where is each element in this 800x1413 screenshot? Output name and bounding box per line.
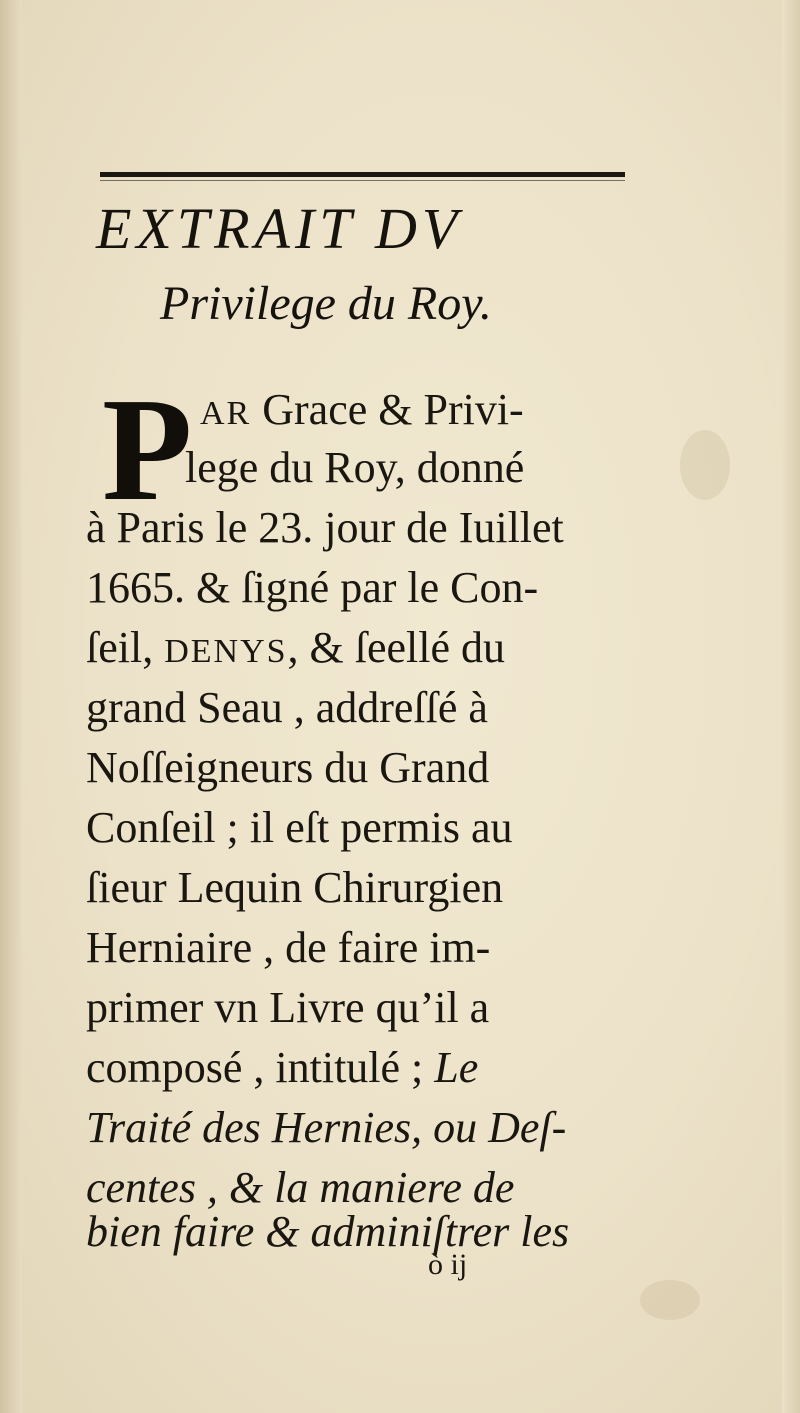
text-line-11: primer vn Livre qu’il a [86,983,490,1032]
text-line-15: bien faire & adminiſtrer les [86,1207,570,1256]
text-line-8: Conſeil ; il eſt permis au [86,803,513,852]
small-caps-word: AR [200,395,252,432]
italic-span: Le [434,1043,479,1092]
signature-mark: ò ij [428,1248,468,1281]
drop-cap: P [102,368,193,532]
text-line-7: Noſſeigneurs du Grand [86,743,490,792]
page-subtitle: Privilege du Roy. [160,277,492,330]
text-line-4: 1665. & ſigné par le Con- [86,563,539,612]
text-line-9: ſieur Lequin Chirurgien [86,863,504,912]
text-line-12 [86,1043,479,1092]
text-line-3: à Paris le 23. jour de Iuillet [86,503,564,552]
text-span: Grace & Privi- [251,385,524,434]
text-line-14: centes , & la maniere de [86,1163,515,1212]
header-rule-thin [100,180,625,181]
paper-stain [640,1280,700,1320]
text-line-1 [200,385,524,434]
text-line-5 [86,623,506,672]
page-edge-shadow [782,0,800,1413]
text-line-13: Traité des Hernies, ou Deſ- [86,1103,567,1152]
text-line-10: Herniaire , de faire im- [86,923,491,972]
text-span: , & ſeellé du [287,623,506,672]
text-line-6: grand Seau , addreſſé à [86,683,488,732]
page-gutter-shadow [0,0,22,1413]
text-line-2: lege du Roy, donné [185,443,525,492]
paper-stain [680,430,730,500]
header-rule [100,172,625,177]
text-span: ſeil, [86,623,165,672]
page-title: EXTRAIT DV [96,196,463,261]
text-span: composé , intitulé ; [86,1043,435,1092]
small-caps-name: DENYS [164,633,288,670]
